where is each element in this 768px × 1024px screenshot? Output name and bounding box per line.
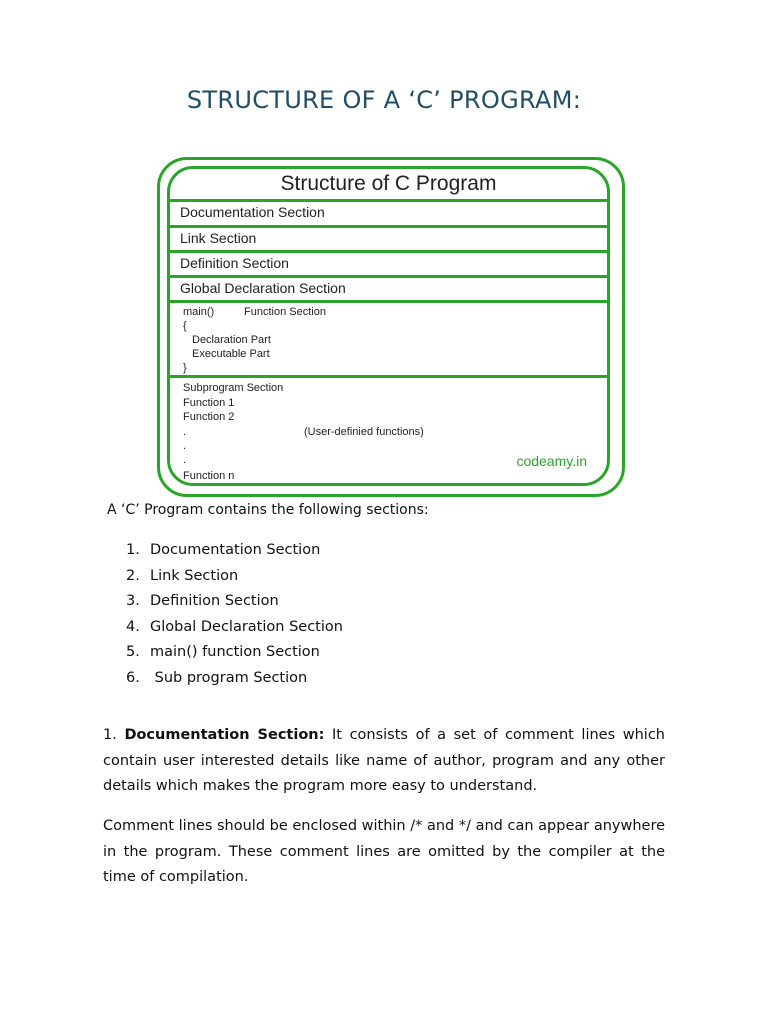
executable-part: Executable Part	[192, 348, 270, 360]
list-item: 4. Global Declaration Section	[126, 618, 343, 635]
function-2: Function 2	[183, 411, 235, 423]
declaration-part: Declaration Part	[192, 334, 271, 346]
subprogram-title: Subprogram Section	[183, 382, 284, 394]
codeamy-logo: codeamy.in	[516, 453, 587, 469]
diagram-title: Structure of C Program	[280, 172, 497, 195]
open-brace: {	[183, 320, 187, 332]
documentation-paragraph: 1. Documentation Section: It consists of a set of comment lines which contain user interested details like name of author, program and any other details which makes the program more easy to understand.	[103, 727, 665, 794]
diagram-row-link: Link Section	[170, 225, 607, 250]
ellipsis-dot: .	[183, 440, 187, 452]
comment-paragraph: Comment lines should be enclosed within /* and */ and can appear anywhere in the program. These comment lines are omitted by the compiler at the time of compilation.	[103, 818, 666, 885]
list-item: 1. Documentation Section	[126, 542, 321, 558]
close-brace: }	[183, 362, 187, 374]
list-item: 3. Definition Section	[126, 593, 279, 609]
diagram-row-documentation: Documentation Section	[170, 199, 607, 225]
documentation-heading: Documentation Section:	[124, 727, 325, 743]
function-section-label: Function Section	[244, 306, 326, 318]
ellipsis-dot: .	[183, 454, 187, 466]
sections-list	[126, 540, 343, 693]
user-defined-label: (User-definied functions)	[304, 426, 424, 438]
intro-text: A ‘C’ Program contains the following sections:	[107, 502, 429, 518]
list-item: 6. Sub program Section	[126, 669, 308, 686]
list-item: 2. Link Section	[126, 567, 239, 584]
diagram-row-global-declaration: Global Declaration Section	[170, 275, 607, 300]
main-label: main()	[183, 306, 215, 318]
structure-diagram	[157, 157, 625, 497]
diagram-inner-frame	[167, 166, 610, 486]
diagram-row-definition: Definition Section	[170, 250, 607, 275]
ellipsis-dot: .	[183, 426, 187, 438]
function-n: Function n	[183, 470, 235, 482]
page-title: STRUCTURE OF A ‘C’ PROGRAM:	[186, 86, 582, 114]
function-1: Function 1	[183, 397, 235, 409]
list-item: 5. main() function Section	[126, 644, 320, 660]
